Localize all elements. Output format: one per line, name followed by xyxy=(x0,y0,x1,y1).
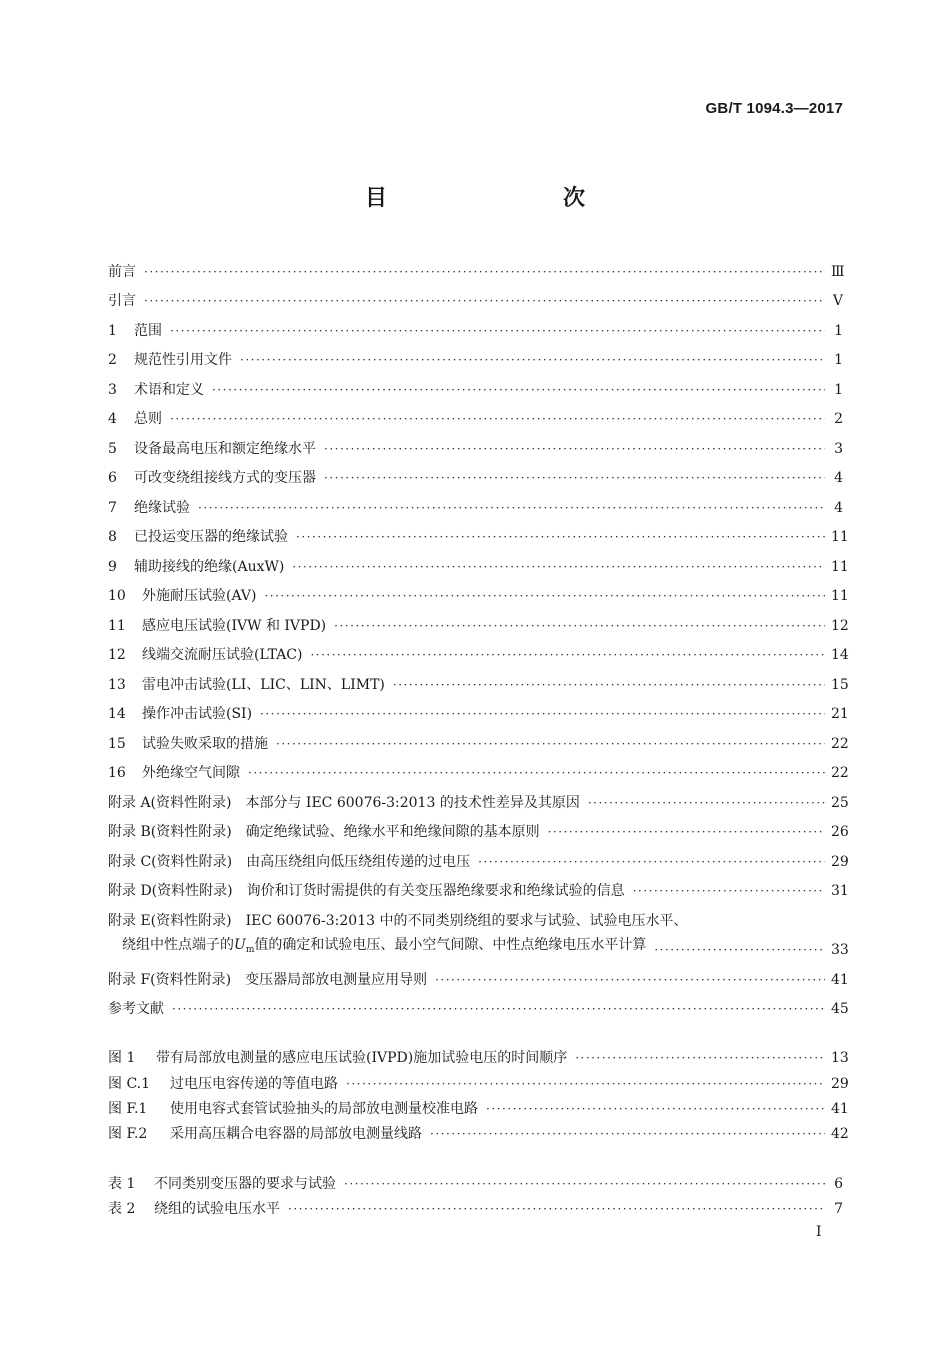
toc-entry-number: 14 xyxy=(108,706,126,722)
dot-leader xyxy=(172,999,825,1019)
dot-leader xyxy=(588,793,825,813)
toc-entry-label: 已投运变压器的绝缘试验 xyxy=(134,529,288,545)
annex-e-text-part2: 值的确定和试验电压、最小空气间隙、中性点绝缘电压水平计算 xyxy=(254,937,647,953)
toc-entry-number: 7 xyxy=(108,500,117,516)
toc-entry-foreword[interactable] xyxy=(108,262,843,282)
toc-entry-label: 线端交流耐压试验(LTAC) xyxy=(142,647,303,663)
toc-entry-page: 1 xyxy=(834,352,843,368)
toc-entry-chapter[interactable] xyxy=(108,380,843,400)
toc-entry-page: 26 xyxy=(831,824,849,840)
toc-entry-table[interactable] xyxy=(108,1174,843,1194)
toc-entry-page: 21 xyxy=(831,706,849,722)
annex-title: IEC 60076-3:2013 中的不同类别绕组的要求与试验、试验电压水平、 xyxy=(245,913,688,929)
toc-entry-page: 1 xyxy=(834,382,843,398)
toc-entry-introduction[interactable] xyxy=(108,291,843,311)
dot-leader xyxy=(430,1124,825,1144)
toc-entry-chapter[interactable] xyxy=(108,498,843,518)
toc-entry-label: 可改变绕组接线方式的变压器 xyxy=(134,470,316,486)
toc-entry-page: 6 xyxy=(834,1176,843,1192)
voltage-symbol: U xyxy=(234,937,246,953)
toc-entry-number: 2 xyxy=(108,352,117,368)
annex-label: 附录 A(资料性附录) xyxy=(108,795,232,811)
toc-entry-figure[interactable] xyxy=(108,1074,849,1094)
toc-entry-label: 设备最高电压和额定绝缘水平 xyxy=(134,441,316,457)
toc-entry-figure[interactable] xyxy=(108,1124,849,1144)
toc-entry-number: 16 xyxy=(108,765,126,781)
table-number: 表 2 xyxy=(108,1201,136,1217)
dot-leader xyxy=(248,763,825,783)
dot-leader xyxy=(633,881,825,901)
annex-title: 由高压绕组向低压绕组传递的过电压 xyxy=(246,854,471,870)
toc-entry-page: Ⅴ xyxy=(832,293,843,309)
dot-leader xyxy=(260,704,825,724)
toc-entry-label: 参考文献 xyxy=(108,1001,164,1017)
toc-entry-label: 规范性引用文件 xyxy=(134,352,232,368)
dot-leader xyxy=(276,734,825,754)
toc-entry-page: Ⅲ xyxy=(831,264,845,280)
toc-entry-number: 5 xyxy=(108,441,117,457)
dot-leader xyxy=(170,321,825,341)
toc-entry-number: 13 xyxy=(108,677,126,693)
toc-entry-page: 29 xyxy=(831,854,849,870)
toc-entry-chapter[interactable] xyxy=(108,763,849,783)
toc-entry-label: 试验失败采取的措施 xyxy=(142,736,268,752)
toc-entry-number: 15 xyxy=(108,736,126,752)
toc-entry-label: 引言 xyxy=(108,293,136,309)
toc-entry-figure[interactable] xyxy=(108,1048,849,1068)
toc-entry-chapter[interactable] xyxy=(108,586,849,606)
toc-entry-page: 22 xyxy=(831,736,849,752)
toc-entry-number: 10 xyxy=(108,588,126,604)
dot-leader xyxy=(310,645,825,665)
toc-entry-page: 33 xyxy=(831,942,849,958)
dot-leader xyxy=(144,262,825,282)
toc-entry-chapter[interactable] xyxy=(108,675,849,695)
figure-title: 过电压电容传递的等值电路 xyxy=(170,1076,338,1092)
figure-title: 使用电容式套管试验抽头的局部放电测量校准电路 xyxy=(170,1101,478,1117)
page-title: 目 次 xyxy=(364,186,629,211)
dot-leader xyxy=(144,291,825,311)
toc-entry-table[interactable] xyxy=(108,1199,843,1219)
toc-entry-label: 操作冲击试验(SI) xyxy=(142,706,253,722)
annex-label: 附录 B(资料性附录) xyxy=(108,824,232,840)
toc-entry-chapter[interactable] xyxy=(108,321,843,341)
annex-title: 确定绝缘试验、绝缘水平和绝缘间隙的基本原则 xyxy=(245,824,540,840)
standard-code: GB/T 1094.3—2017 xyxy=(705,100,843,117)
dot-leader xyxy=(170,409,825,429)
dot-leader xyxy=(296,527,825,547)
dot-leader xyxy=(334,616,825,636)
toc-entry-page: 4 xyxy=(834,470,843,486)
toc-entry-number: 3 xyxy=(108,382,117,398)
annex-label: 附录 D(资料性附录) xyxy=(108,883,233,899)
toc-entry-chapter[interactable] xyxy=(108,350,843,370)
toc-entry-page: 25 xyxy=(831,795,849,811)
annex-title: 本部分与 IEC 60076-3:2013 的技术性差异及其原因 xyxy=(245,795,580,811)
toc-entry-page: 45 xyxy=(831,1001,849,1017)
toc-entry-annex-e-continued[interactable] xyxy=(108,937,849,960)
toc-entry-page: 31 xyxy=(831,883,849,899)
toc-entry-page: 11 xyxy=(831,588,849,604)
page-number: Ⅰ xyxy=(816,1224,822,1240)
annex-e-text-part1: 绕组中性点端子的 xyxy=(122,937,234,953)
toc-entry-label: 雷电冲击试验(LI、LIC、LIN、LIMT) xyxy=(142,677,385,693)
dot-leader xyxy=(212,380,825,400)
toc-entry-label: 辅助接线的绝缘(AuxW) xyxy=(134,559,285,575)
toc-entry-label: 外施耐压试验(AV) xyxy=(142,588,257,604)
toc-entry-page: 11 xyxy=(831,529,849,545)
figure-title: 采用高压耦合电容器的局部放电测量线路 xyxy=(170,1126,422,1142)
toc-entry-chapter[interactable] xyxy=(108,645,849,665)
dot-leader xyxy=(264,586,825,606)
dot-leader xyxy=(198,498,825,518)
toc-entry-page: 15 xyxy=(831,677,849,693)
dot-leader xyxy=(240,350,825,370)
dot-leader xyxy=(393,675,825,695)
toc-entry-page: 29 xyxy=(831,1076,849,1092)
toc-entry-label: 前言 xyxy=(108,264,136,280)
dot-leader xyxy=(288,1199,825,1219)
toc-entry-chapter[interactable] xyxy=(108,616,849,636)
toc-entry-chapter[interactable] xyxy=(108,468,843,488)
toc-entry-number: 1 xyxy=(108,323,117,339)
toc-entry-label: 范围 xyxy=(134,323,162,339)
toc-entry-number: 4 xyxy=(108,411,117,427)
toc-entry-chapter[interactable] xyxy=(108,734,849,754)
voltage-subscript: m xyxy=(245,945,255,955)
toc-entry-label: 总则 xyxy=(134,411,162,427)
toc-entry-page: 14 xyxy=(831,647,849,663)
toc-entry-page: 41 xyxy=(831,972,849,988)
figure-number: 图 F.2 xyxy=(108,1126,148,1142)
toc-entry-page: 4 xyxy=(834,500,843,516)
toc-entry-page: 3 xyxy=(834,441,843,457)
toc-entry-page: 22 xyxy=(831,765,849,781)
toc-entry-page: 11 xyxy=(831,559,849,575)
dot-leader xyxy=(324,468,825,488)
toc-entry-annex-c[interactable] xyxy=(108,852,849,872)
dot-leader xyxy=(575,1048,825,1068)
toc-entry-label: 绝缘试验 xyxy=(134,500,190,516)
table-number: 表 1 xyxy=(108,1176,136,1192)
dot-leader xyxy=(486,1099,825,1119)
figure-number: 图 1 xyxy=(108,1050,136,1066)
toc-entry-chapter[interactable] xyxy=(108,557,849,577)
toc-entry-page: 42 xyxy=(831,1126,849,1142)
toc-entry-chapter[interactable] xyxy=(108,409,843,429)
toc-entry-annex-d[interactable] xyxy=(108,881,849,901)
toc-entry-chapter[interactable] xyxy=(108,704,849,724)
toc-entry-number: 6 xyxy=(108,470,117,486)
table-title: 不同类别变压器的要求与试验 xyxy=(154,1176,336,1192)
toc-entry-figure[interactable] xyxy=(108,1099,849,1119)
annex-label: 附录 E(资料性附录) xyxy=(108,913,232,929)
figure-number: 图 C.1 xyxy=(108,1076,151,1092)
annex-title-continued xyxy=(122,935,646,960)
toc-entry-number: 11 xyxy=(108,618,126,634)
toc-entry-number: 9 xyxy=(108,559,117,575)
dot-leader xyxy=(324,439,825,459)
annex-label: 附录 C(资料性附录) xyxy=(108,854,233,870)
toc-entry-page: 7 xyxy=(834,1201,843,1217)
toc-entry-label: 外绝缘空气间隙 xyxy=(142,765,240,781)
toc-entry-page: 1 xyxy=(834,323,843,339)
toc-entry-page: 12 xyxy=(831,618,849,634)
toc-entry-label: 感应电压试验(IVW 和 IVPD) xyxy=(142,618,327,634)
annex-title: 变压器局部放电测量应用导则 xyxy=(245,972,428,988)
toc-entry-number: 12 xyxy=(108,647,126,663)
annex-label: 附录 F(资料性附录) xyxy=(108,972,232,988)
dot-leader xyxy=(435,970,825,990)
dot-leader xyxy=(292,557,825,577)
toc-entry-annex-b[interactable] xyxy=(108,822,849,842)
toc-entry-number: 8 xyxy=(108,529,117,545)
toc-entry-annex-e[interactable] xyxy=(108,911,843,931)
dot-leader xyxy=(344,1174,825,1194)
toc-entry-chapter[interactable] xyxy=(108,527,849,547)
dot-leader xyxy=(548,822,825,842)
annex-title: 询价和订货时需提供的有关变压器绝缘要求和绝缘试验的信息 xyxy=(246,883,625,899)
toc-entry-page: 2 xyxy=(834,411,843,427)
toc-entry-annex-f[interactable] xyxy=(108,970,849,990)
toc-entry-chapter[interactable] xyxy=(108,439,843,459)
figure-title: 带有局部放电测量的感应电压试验(IVPD)施加试验电压的时间顺序 xyxy=(156,1050,568,1066)
toc-entry-page: 41 xyxy=(831,1101,849,1117)
toc-entry-bibliography[interactable] xyxy=(108,999,849,1019)
dot-leader xyxy=(346,1074,825,1094)
toc-entry-annex-a[interactable] xyxy=(108,793,849,813)
table-title: 绕组的试验电压水平 xyxy=(154,1201,280,1217)
dot-leader xyxy=(654,940,825,960)
dot-leader xyxy=(478,852,825,872)
figure-number: 图 F.1 xyxy=(108,1101,148,1117)
toc-entry-page: 13 xyxy=(831,1050,849,1066)
toc-entry-label: 术语和定义 xyxy=(134,382,204,398)
